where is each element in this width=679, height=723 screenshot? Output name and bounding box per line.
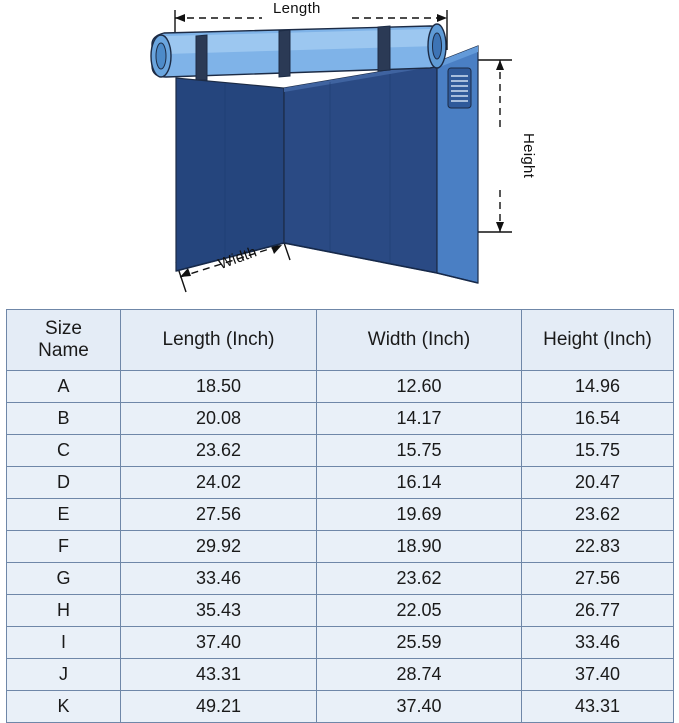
windbreak-tent-drawing: [0, 0, 679, 305]
rolled-canopy-top: [151, 24, 446, 77]
cell-size-name: G: [7, 563, 121, 595]
cell-height: 14.96: [522, 371, 674, 403]
table-row: [7, 563, 674, 595]
cell-height: 15.75: [522, 435, 674, 467]
cell-height: 26.77: [522, 595, 674, 627]
vent-window: [448, 68, 471, 108]
cell-width: 19.69: [317, 499, 522, 531]
cell-length: 33.46: [121, 563, 317, 595]
cell-size-name: J: [7, 659, 121, 691]
cell-height: 23.62: [522, 499, 674, 531]
cell-length: 23.62: [121, 435, 317, 467]
column-header-width: Width (Inch): [317, 310, 522, 371]
cell-width: 22.05: [317, 595, 522, 627]
table-row: [7, 371, 674, 403]
cell-length: 49.21: [121, 691, 317, 723]
cell-height: 43.31: [522, 691, 674, 723]
cell-size-name: A: [7, 371, 121, 403]
size-chart-table-wrapper: [6, 309, 673, 723]
table-row: [7, 435, 674, 467]
cell-size-name: B: [7, 403, 121, 435]
width-label: Width: [216, 243, 260, 273]
cell-length: 24.02: [121, 467, 317, 499]
cell-width: 16.14: [317, 467, 522, 499]
cell-width: 23.62: [317, 563, 522, 595]
cell-length: 29.92: [121, 531, 317, 563]
column-header-size-name-line1: Size: [45, 318, 82, 340]
height-label: Height: [520, 133, 537, 179]
cell-height: 37.40: [522, 659, 674, 691]
column-header-height: Height (Inch): [522, 310, 674, 371]
cell-length: 43.31: [121, 659, 317, 691]
cell-size-name: H: [7, 595, 121, 627]
cell-size-name: E: [7, 499, 121, 531]
column-header-size-name: [7, 310, 121, 371]
table-row: [7, 595, 674, 627]
cell-length: 35.43: [121, 595, 317, 627]
cell-width: 37.40: [317, 691, 522, 723]
length-label: Length: [273, 0, 321, 17]
cell-width: 14.17: [317, 403, 522, 435]
cell-height: 16.54: [522, 403, 674, 435]
cell-size-name: F: [7, 531, 121, 563]
cell-length: 27.56: [121, 499, 317, 531]
cell-size-name: I: [7, 627, 121, 659]
product-illustration: [0, 0, 679, 305]
column-header-size-name-line2: Name: [38, 340, 89, 361]
cell-width: 25.59: [317, 627, 522, 659]
cell-height: 33.46: [522, 627, 674, 659]
table-row: [7, 659, 674, 691]
cell-size-name: K: [7, 691, 121, 723]
table-row: [7, 403, 674, 435]
cell-length: 18.50: [121, 371, 317, 403]
cell-height: 22.83: [522, 531, 674, 563]
cell-height: 27.56: [522, 563, 674, 595]
cell-height: 20.47: [522, 467, 674, 499]
cell-width: 28.74: [317, 659, 522, 691]
column-header-length: Length (Inch): [121, 310, 317, 371]
tent-left-panel: [176, 78, 284, 271]
table-row: [7, 691, 674, 723]
table-row: [7, 499, 674, 531]
cell-width: 18.90: [317, 531, 522, 563]
cell-size-name: D: [7, 467, 121, 499]
table-row: [7, 531, 674, 563]
size-chart-table: [6, 309, 674, 723]
cell-size-name: C: [7, 435, 121, 467]
table-header-row: [7, 310, 674, 371]
cell-width: 15.75: [317, 435, 522, 467]
table-row: [7, 467, 674, 499]
cell-width: 12.60: [317, 371, 522, 403]
tent-main-panel: [284, 62, 437, 273]
cell-length: 37.40: [121, 627, 317, 659]
cell-length: 20.08: [121, 403, 317, 435]
table-row: [7, 627, 674, 659]
